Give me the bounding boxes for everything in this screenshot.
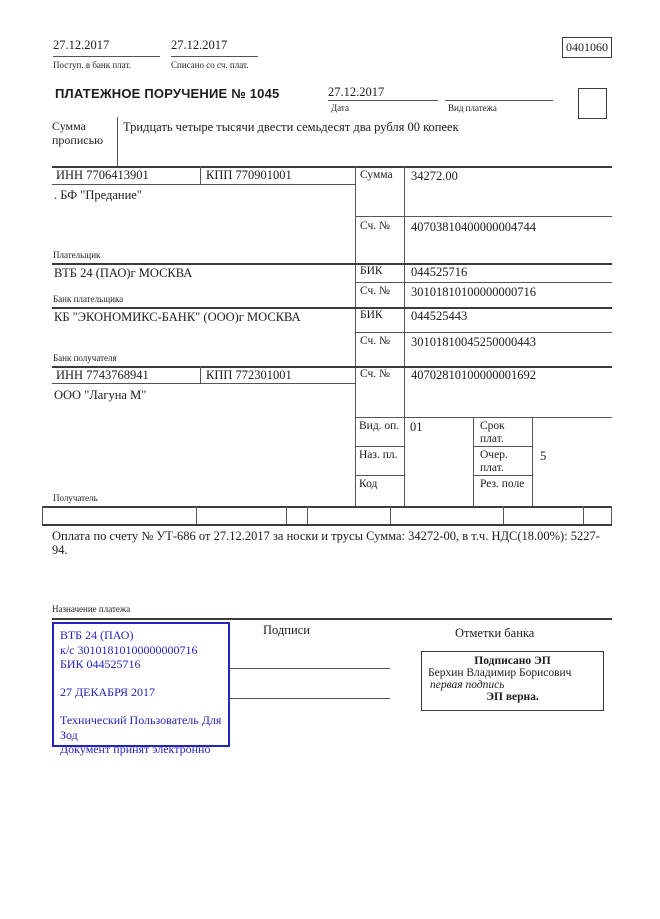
code-label: Код <box>359 478 378 490</box>
amount-words-value: Тридцать четыре тысячи двести семьдесят два рубля 00 копеек <box>123 120 459 134</box>
amount-words-divider <box>117 117 118 166</box>
document-date-label: Дата <box>331 103 349 113</box>
purpose-text: Оплата по счету № УТ-686 от 27.12.2017 за носки и трусы Сумма: 34272-00, в т.ч. НДС(18.00%): 5227-94. <box>52 529 600 558</box>
beneficiary-inn: ИНН 7743768941 <box>56 368 149 382</box>
signature-line-1 <box>230 668 390 669</box>
form-code: 0401060 <box>566 40 608 54</box>
payer-kpp: КПП 770901001 <box>206 168 292 182</box>
stamp-user: Технический Пользователь Для Зод <box>60 713 222 742</box>
payer-account-value: 40703810400000004744 <box>411 220 536 234</box>
beneficiary-label: Получатель <box>53 493 98 503</box>
beneficiary-account-label: Сч. № <box>360 368 391 380</box>
reserve-label: Рез. поле <box>480 478 525 490</box>
beneficiary-bank-account-value: 30101810045250000443 <box>411 335 536 349</box>
payer-inn-row-line <box>52 184 355 185</box>
payer-bank-line <box>52 307 612 309</box>
stamp-bik: БИК 044525716 <box>60 657 141 671</box>
received-date-underline <box>53 56 160 57</box>
debited-date-underline <box>171 56 258 57</box>
signature-line-2 <box>230 698 390 699</box>
beneficiary-name: ООО "Лагуна М" <box>54 388 147 402</box>
tax-cell-divider-4 <box>390 506 391 524</box>
table-mid-divider <box>355 166 356 506</box>
document-title: ПЛАТЕЖНОЕ ПОРУЧЕНИЕ № 1045 <box>55 86 280 101</box>
opcode-table-top-line <box>355 417 612 418</box>
tax-cell-divider-0 <box>42 506 43 524</box>
tax-cell-divider-7 <box>611 506 612 524</box>
payer-name: . БФ "Предание" <box>54 188 142 202</box>
priority-label: Очер. плат. <box>480 449 508 475</box>
debited-date-label: Списано со сч. плат. <box>171 60 249 70</box>
opcode-row-line-1a <box>355 446 404 447</box>
payment-type-underline <box>445 100 553 101</box>
debited-date: 27.12.2017 <box>171 38 228 52</box>
beneficiary-bank-bik-account-divider <box>355 332 612 333</box>
payer-inn-kpp-divider <box>200 166 201 184</box>
payer-bank-name: ВТБ 24 (ПАО)г МОСКВА <box>54 266 193 280</box>
tax-cell-divider-1 <box>196 506 197 524</box>
beneficiary-line <box>42 506 612 508</box>
beneficiary-bank-label: Банк получателя <box>53 353 117 363</box>
payer-inn: ИНН 7706413901 <box>56 168 149 182</box>
sum-value: 34272.00 <box>411 169 458 183</box>
tax-cell-divider-6 <box>583 506 584 524</box>
beneficiary-bank-bik-value: 044525443 <box>411 309 468 323</box>
payer-bank-account-value: 30101810100000000716 <box>411 285 536 299</box>
beneficiary-bank-bik-label: БИК <box>360 309 383 321</box>
esig-name: Берхин Владимир Борисович <box>428 667 572 679</box>
opcode-row-line-2a <box>355 475 404 476</box>
amount-words-label: Сумма прописью <box>52 119 104 147</box>
table-value-divider <box>404 166 405 506</box>
payer-bank-bik-label: БИК <box>360 265 383 277</box>
bank-acceptance-stamp <box>52 622 230 756</box>
priority-value: 5 <box>540 449 547 463</box>
esig-verified: ЭП верна. <box>486 691 539 703</box>
opcode-col-divider-1 <box>473 417 474 506</box>
document-date: 27.12.2017 <box>328 85 385 99</box>
stamp-status: Документ принят электронно <box>60 742 211 756</box>
due-date-label: Срок плат. <box>480 420 505 446</box>
beneficiary-inn-row-line <box>52 383 355 384</box>
purpose-code-label: Наз. пл. <box>359 449 398 461</box>
esig-title: Подписано ЭП <box>474 655 551 667</box>
sum-label: Сумма <box>360 169 393 181</box>
stamp-bank-name: ВТБ 24 (ПАО) <box>60 628 134 642</box>
stamp-date: 27 ДЕКАБРЯ 2017 <box>60 684 155 699</box>
beneficiary-bank-name: КБ "ЭКОНОМИКС-БАНК" (ООО)г МОСКВА <box>54 310 301 324</box>
payer-bank-bik-value: 044525716 <box>411 265 468 279</box>
received-date-label: Поступ. в банк плат. <box>53 60 131 70</box>
opcode-col-divider-2 <box>532 417 533 506</box>
beneficiary-kpp: КПП 772301001 <box>206 368 292 382</box>
payment-type-label: Вид платежа <box>448 103 497 113</box>
beneficiary-account-value: 40702810100000001692 <box>411 368 536 382</box>
payer-line <box>52 263 612 265</box>
form-code-box <box>562 37 612 58</box>
purpose-label: Назначение платежа <box>52 604 131 614</box>
tax-cell-divider-2 <box>286 506 287 524</box>
payer-bank-account-label: Сч. № <box>360 285 391 297</box>
beneficiary-inn-kpp-divider <box>200 366 201 383</box>
esig-type: первая подпись <box>430 679 505 691</box>
payer-label: Плательщик <box>53 250 101 260</box>
received-date: 27.12.2017 <box>53 38 110 52</box>
sum-account-divider <box>355 216 612 217</box>
op-type-label: Вид. оп. <box>359 420 400 432</box>
beneficiary-bank-account-label: Сч. № <box>360 335 391 347</box>
signatures-label: Подписи <box>263 623 310 637</box>
payer-bank-bik-account-divider <box>355 282 612 283</box>
tax-cell-divider-3 <box>307 506 308 524</box>
payer-account-label: Сч. № <box>360 220 391 232</box>
tax-row-bottom-line <box>42 524 612 526</box>
purpose-line <box>52 618 612 620</box>
payment-type-box <box>578 88 607 119</box>
payer-bank-label: Банк плательщика <box>53 294 124 304</box>
electronic-signature-stamp <box>421 651 604 711</box>
op-type-value: 01 <box>410 420 423 434</box>
bank-marks-label: Отметки банка <box>455 626 535 640</box>
document-date-underline <box>328 100 438 101</box>
tax-cell-divider-5 <box>503 506 504 524</box>
stamp-corr-account: к/с 30101810100000000716 <box>60 642 198 657</box>
